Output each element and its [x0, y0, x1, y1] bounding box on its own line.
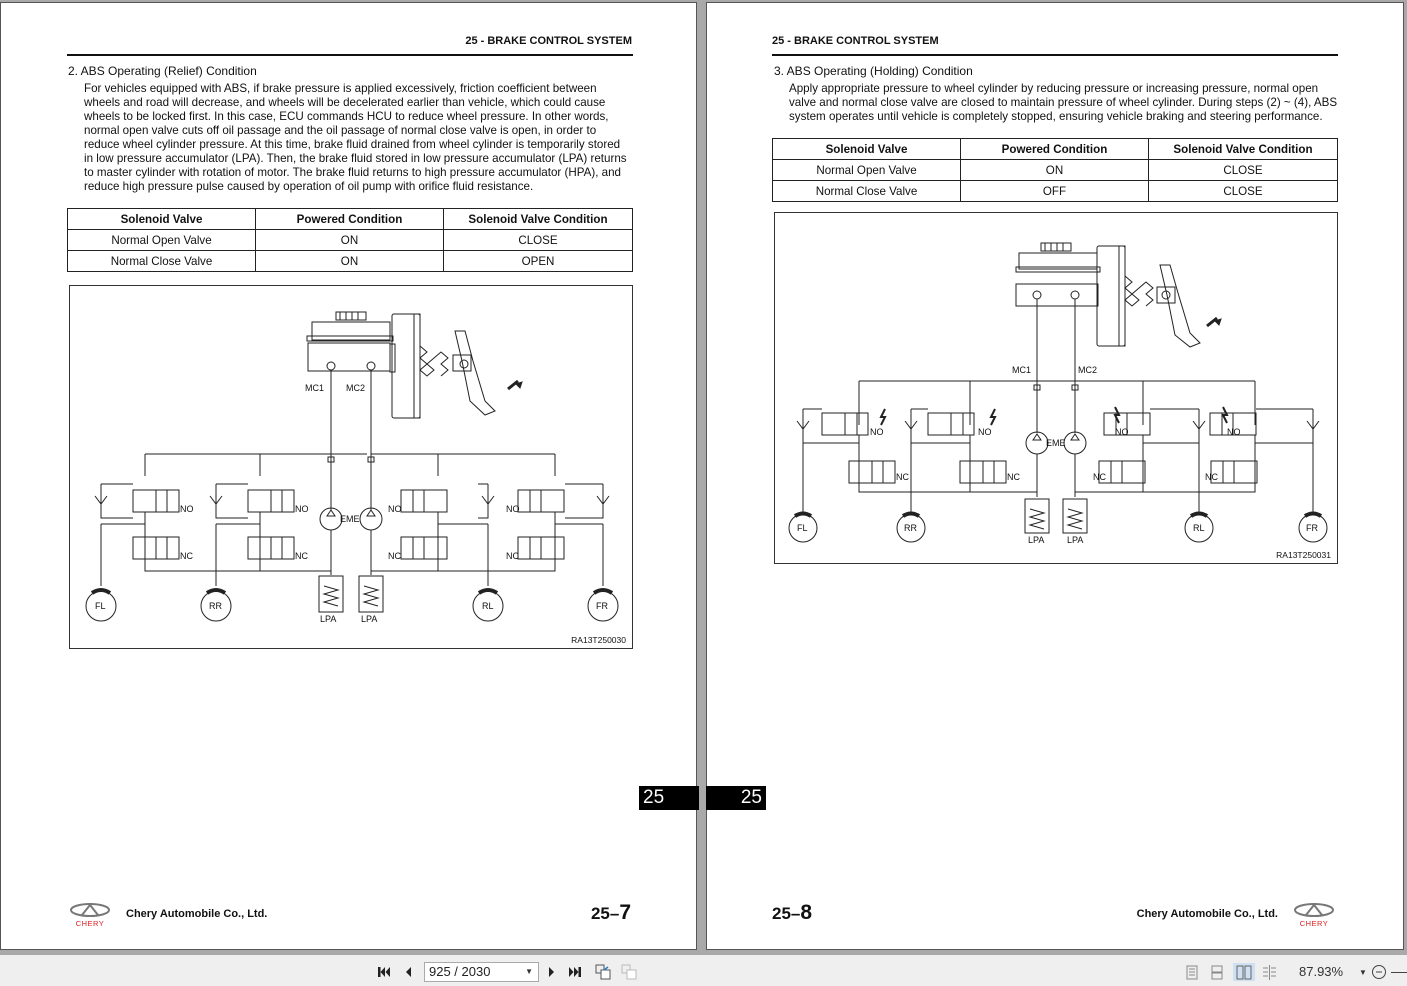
wheel-fl-label: FL [95, 601, 106, 611]
no-valves-row [133, 490, 564, 512]
single-page-view-button[interactable] [1183, 963, 1201, 981]
previous-view-button[interactable] [594, 963, 612, 981]
next-view-button[interactable] [620, 963, 638, 981]
wheel-rl-label: RL [1193, 523, 1205, 533]
chevron-down-icon[interactable]: ▼ [525, 967, 533, 976]
table-header-row [68, 209, 633, 230]
facing-view-button[interactable] [1233, 963, 1255, 981]
last-page-button[interactable] [567, 963, 583, 981]
page-num: 7 [619, 901, 631, 924]
zoom-level[interactable]: 87.93% [1299, 964, 1344, 979]
mc1-label: MC1 [1012, 365, 1032, 375]
single-page-icon [1186, 965, 1198, 980]
chery-emblem-icon [69, 902, 111, 918]
page-prefix: 25– [590, 904, 620, 923]
paragraph-line: reduce wheel cylinder pressure. At this time, brake fluid drained from wheel cylinder is temporarily stored [84, 138, 621, 151]
nc-label: NC [1093, 472, 1106, 482]
table-cell: CLOSE [1149, 160, 1338, 181]
hydraulic-circuit-illustration [775, 213, 1339, 565]
nc-label: NC [388, 551, 401, 561]
table-row [68, 251, 633, 272]
paragraph-line: wheels to be locked first. In this case, ECU commands HCU to reduce wheel pressure. In other words, [84, 110, 609, 123]
paragraph-line: to master cylinder with rotation of motor. The brake fluid returns to high pressure accumulator (HPA), and [84, 166, 621, 179]
mc1-label: MC1 [305, 383, 325, 393]
header-rule [772, 54, 1338, 56]
paragraph-line: For vehicles equipped with ABS, if brake pressure is applied excessively, friction coefficient between [84, 82, 597, 95]
footer-page-number [772, 901, 812, 925]
table-cell: OPEN [444, 251, 633, 272]
chery-logo [1293, 902, 1335, 928]
table-cell: CLOSE [444, 230, 633, 251]
nc-label: NC [506, 551, 519, 561]
previous-page-icon [403, 965, 413, 979]
figure-id: RA13T250030 [571, 635, 626, 645]
nc-label: NC [896, 472, 909, 482]
solenoid-valve-table [67, 208, 633, 272]
lpa-label: LPA [320, 614, 337, 624]
paragraph-line: Apply appropriate pressure to wheel cylinder by reducing pressure or increasing pressure, normal open [789, 82, 1319, 95]
chapter-tab: 25 [706, 786, 766, 810]
page-prefix: 25– [772, 904, 801, 923]
nc-label: NC [1007, 472, 1020, 482]
footer-company: Chery Automobile Co., Ltd. [1136, 908, 1278, 920]
continuous-view-button[interactable] [1208, 963, 1226, 981]
previous-view-icon [595, 964, 611, 980]
section-paragraph [84, 82, 633, 194]
page-25-8 [706, 2, 1404, 950]
nc-label: NC [1205, 472, 1218, 482]
page-25-7 [0, 2, 697, 950]
paragraph-line: reduce high pressure pulse caused by operation of oil pump with orifice fluid resistance. [84, 180, 534, 193]
lpa-label: LPA [1067, 535, 1084, 545]
paragraph-line: in low pressure accumulator (LPA). Then, the brake fluid stored in low pressure accumulator (LPA) returns [84, 152, 627, 165]
page-num: 8 [800, 901, 813, 924]
mc2-label: MC2 [346, 383, 366, 393]
paragraph-line: normal open valve cuts off oil passage and the oil passage of normal close valve is open, in order to [84, 124, 597, 137]
section-title: 3. ABS Operating (Holding) Condition [774, 64, 973, 78]
wheel-rr-label: RR [904, 523, 917, 533]
table-row [773, 181, 1338, 202]
abs-relief-hydraulic-diagram [69, 285, 633, 649]
facing-pages-icon [1236, 965, 1252, 980]
mc2-label: MC2 [1078, 365, 1098, 375]
first-page-button[interactable] [376, 963, 392, 981]
footer-company: Chery Automobile Co., Ltd. [126, 908, 268, 920]
figure-id: RA13T250031 [1276, 550, 1331, 560]
zoom-out-icon [1371, 964, 1387, 980]
table-cell: ON [256, 230, 444, 251]
no-label: NO [295, 504, 309, 514]
next-view-icon [621, 964, 637, 980]
viewer-toolbar [0, 952, 1407, 986]
page-indicator: 925 / 2030 [429, 964, 491, 979]
wheel-fr-label: FR [596, 601, 608, 611]
header-rule [67, 54, 633, 56]
table-header: Solenoid Valve [68, 209, 256, 230]
paragraph-line: valve and normal close valve are closed to maintain pressure of wheel cylinder. During steps (2) ~ (4), ABS [789, 96, 1338, 109]
continuous-facing-view-button[interactable] [1261, 963, 1279, 981]
no-label: NO [978, 427, 992, 437]
table-header: Powered Condition [256, 209, 444, 230]
chery-logo [69, 902, 111, 928]
no-label: NO [870, 427, 884, 437]
table-row [773, 160, 1338, 181]
section-title: 2. ABS Operating (Relief) Condition [68, 64, 257, 78]
zoom-dropdown-icon[interactable]: ▼ [1359, 967, 1367, 977]
no-label: NO [1227, 427, 1241, 437]
table-header: Solenoid Valve Condition [1149, 139, 1338, 160]
continuous-page-icon [1211, 965, 1223, 980]
wheel-rl-label: RL [482, 601, 494, 611]
zoom-slider[interactable] [1391, 972, 1407, 973]
footer-page-number [591, 901, 631, 925]
previous-page-button[interactable] [401, 963, 415, 981]
table-cell: Normal Open Valve [773, 160, 961, 181]
table-header: Solenoid Valve Condition [444, 209, 633, 230]
chery-emblem-icon [1293, 902, 1335, 918]
logo-wordmark: CHERY [75, 919, 105, 928]
no-label: NO [180, 504, 194, 514]
lpa-label: LPA [1028, 535, 1045, 545]
nc-label: NC [180, 551, 193, 561]
table-cell: Normal Close Valve [773, 181, 961, 202]
no-label: NO [388, 504, 402, 514]
table-cell: ON [256, 251, 444, 272]
chapter-tab: 25 [639, 786, 699, 810]
energized-bolt-icon [881, 407, 1227, 425]
next-page-icon [547, 965, 557, 979]
wheel-fl-label: FL [797, 523, 808, 533]
table-cell: Normal Open Valve [68, 230, 256, 251]
logo-wordmark: CHERY [1299, 919, 1329, 928]
nc-valves-row [133, 537, 564, 559]
table-cell: Normal Close Valve [68, 251, 256, 272]
next-page-button[interactable] [545, 963, 559, 981]
wheel-fr-label: FR [1306, 523, 1318, 533]
table-header: Powered Condition [961, 139, 1149, 160]
no-label: NO [506, 504, 520, 514]
first-page-icon [377, 965, 391, 979]
solenoid-valve-table [772, 138, 1338, 202]
wheel-rr-label: RR [209, 601, 222, 611]
hydraulic-circuit-illustration [70, 286, 634, 650]
table-cell: OFF [961, 181, 1149, 202]
last-page-icon [568, 965, 582, 979]
table-cell: ON [961, 160, 1149, 181]
table-header-row [773, 139, 1338, 160]
no-label: NO [1115, 427, 1129, 437]
running-head: 25 - BRAKE CONTROL SYSTEM [772, 35, 939, 47]
table-header: Solenoid Valve [773, 139, 961, 160]
motor-label: EME [1046, 438, 1066, 448]
lpa-label: LPA [361, 614, 378, 624]
nc-label: NC [295, 551, 308, 561]
abs-holding-hydraulic-diagram [774, 212, 1338, 564]
zoom-out-button[interactable] [1370, 963, 1388, 981]
section-paragraph [789, 82, 1338, 124]
table-row [68, 230, 633, 251]
running-head: 25 - BRAKE CONTROL SYSTEM [465, 35, 632, 47]
table-cell: CLOSE [1149, 181, 1338, 202]
page-number-input[interactable] [424, 962, 539, 982]
motor-label: EME [340, 514, 360, 524]
paragraph-line: system operates until vehicle is completely stopped, ensuring vehicle braking and steering performance. [789, 110, 1323, 123]
paragraph-line: wheels and road will decrease, and wheels will be decelerated earlier than vehicle, which could cause [84, 96, 606, 109]
continuous-facing-icon [1262, 965, 1278, 980]
